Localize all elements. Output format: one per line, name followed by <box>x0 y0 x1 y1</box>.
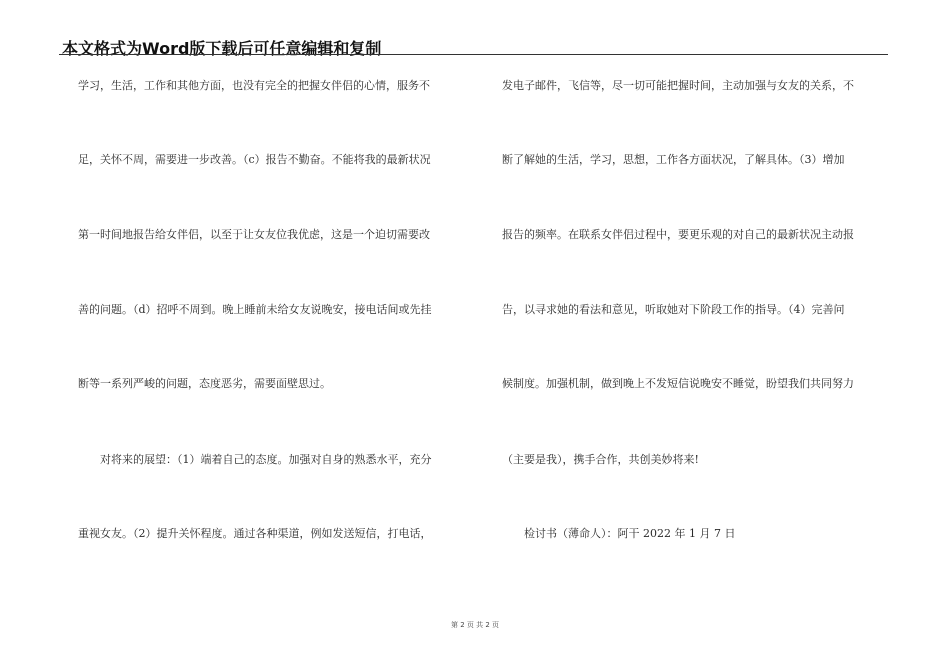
right-line-3: 报告的频率。在联系女伴侣过程中，要更乐观的对自己的最新状况主动报 <box>502 228 854 241</box>
right-line-5: 候制度。加强机制，做到晚上不发短信说晚安不睡觉，盼望我们共同努力 <box>502 377 854 390</box>
header-divider <box>59 54 888 55</box>
right-line-1: 发电子邮件，飞信等，尽一切可能把握时间，主动加强与女友的关系，不 <box>502 79 854 92</box>
right-line-4: 告，以寻求她的看法和意见，听取她对下阶段工作的指导。（4）完善问 <box>502 303 845 316</box>
left-line-1: 学习，生活，工作和其他方面，也没有完全的把握女伴侣的心情，服务不 <box>78 79 430 92</box>
left-line-6-paragraph-start: 对将来的展望：（1）端着自己的态度。加强对自身的熟悉水平，充分 <box>100 453 432 466</box>
document-header-title: 本文格式为Word版下载后可任意编辑和复制 <box>62 39 382 58</box>
left-line-3: 第一时间地报告给女伴侣，以至于让女友位我优虑，这是一个迫切需要改 <box>78 228 430 241</box>
left-line-7: 重视女友。（2）提升关怀程度。通过各种渠道，例如发送短信，打电话， <box>78 527 432 540</box>
right-line-2: 断了解她的生活，学习，思想，工作各方面状况，了解具体。（3）增加 <box>502 153 845 166</box>
left-line-2: 足，关怀不周，需要进一步改善。（c）报告不勤奋。不能将我的最新状况 <box>78 153 431 166</box>
page-number-footer: 第 2 页 共 2 页 <box>450 621 500 629</box>
right-line-6: （主要是我），携手合作，共创美妙将来! <box>502 453 699 466</box>
left-line-4: 善的问题。（d）招呼不周到。晚上睡前未给女友说晚安，接电话间或先挂 <box>78 303 432 316</box>
left-line-5: 断等一系列严峻的问题，态度恶劣，需要面壁思过。 <box>78 377 331 390</box>
signature-line: 检讨书（薄命人）：阿干 2022 年 1 月 7 日 <box>524 527 736 540</box>
